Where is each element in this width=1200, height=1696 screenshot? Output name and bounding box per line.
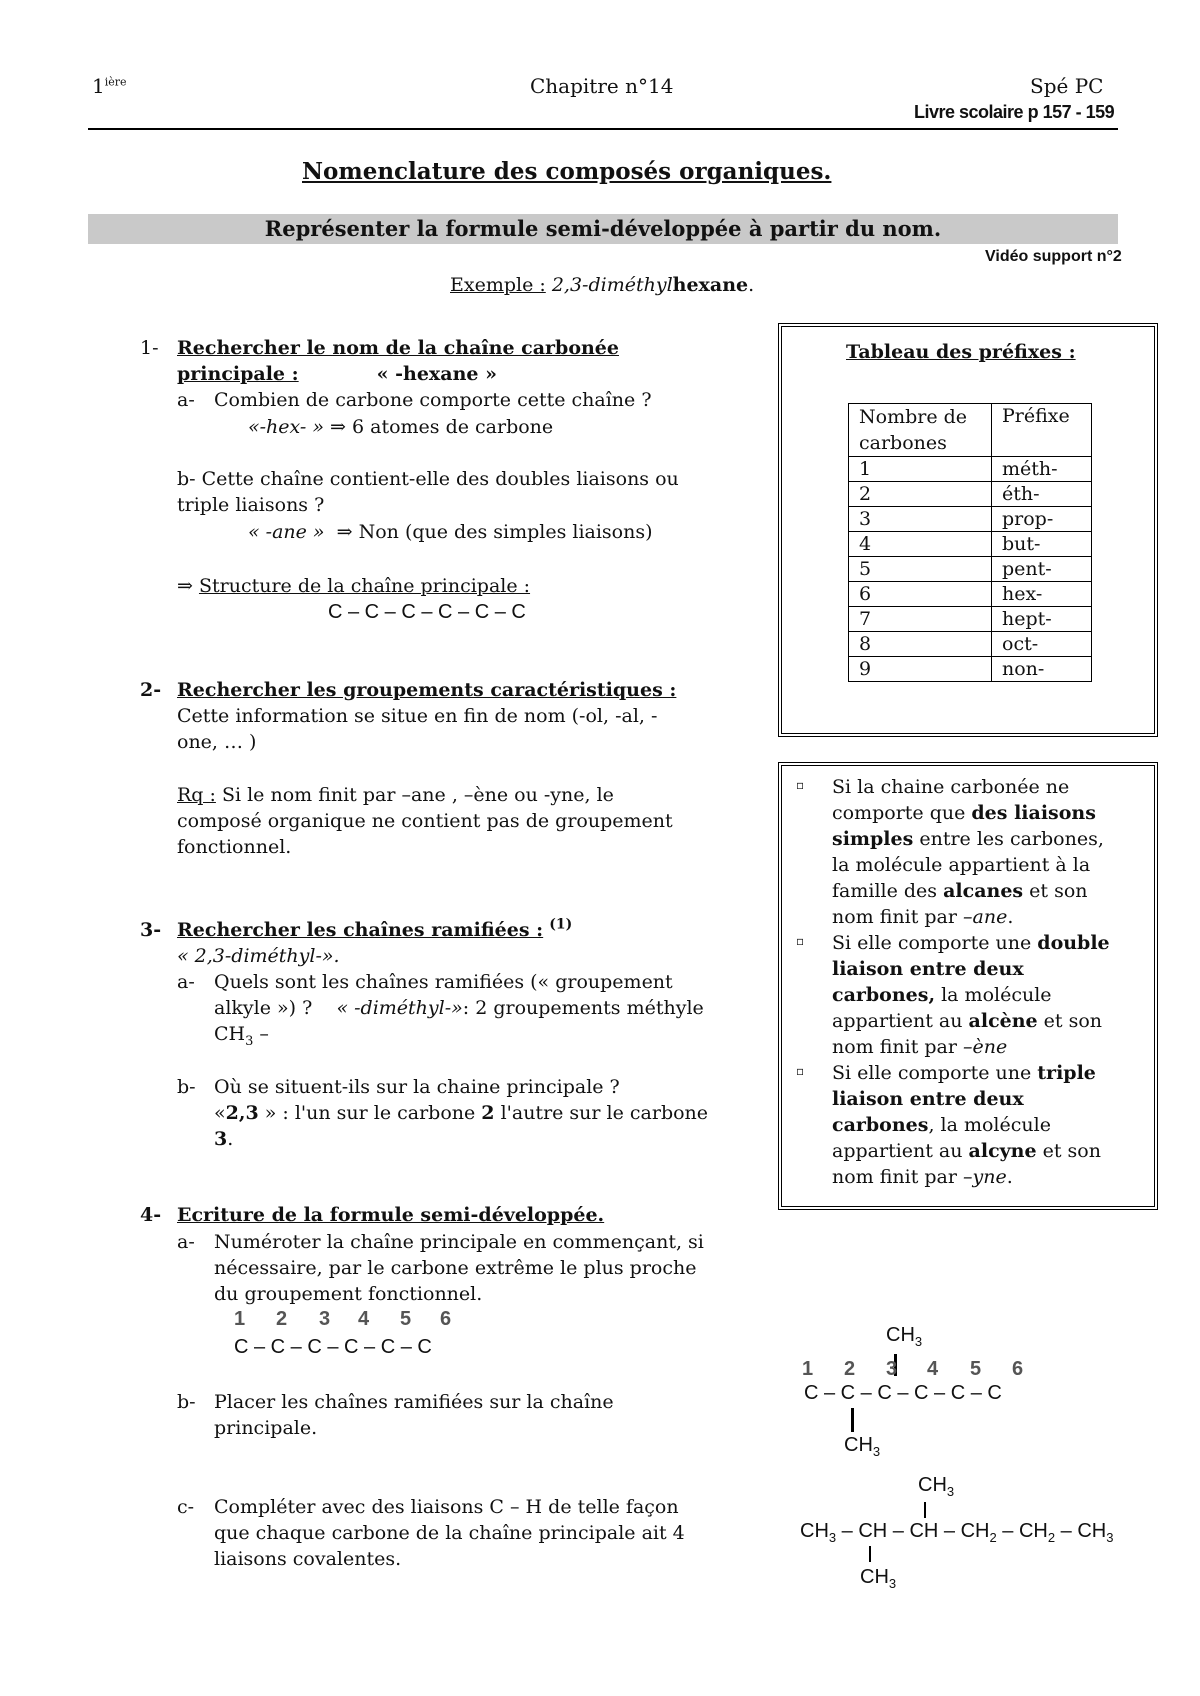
section-1-title: Rechercher le nom de la chaîne carbonée [177,337,619,359]
s1-a-label: a- [177,389,195,411]
implies-arrow: ⇒ [177,575,193,597]
book-reference: Livre scolaire p 157 - 159 [914,102,1115,122]
cell-count: 7 [849,607,992,632]
cell-prefix: pent- [992,557,1092,582]
table-row [849,657,1092,682]
diagram1-top-methyl [886,1324,922,1347]
s3-b-line3 [214,1126,233,1152]
header-carbons-line1: Nombre de [859,406,968,428]
table-row [849,457,1092,482]
bullet-icon: ▫ [796,778,805,792]
carbon-number: 4 [927,1358,939,1380]
alkyne-text-5: nom finit par [832,1166,964,1188]
diagram2-bottom-ch: CH [860,1566,889,1588]
cell-count: 6 [849,582,992,607]
carbon-number: 3 [886,1358,898,1380]
cell-count: 2 [849,482,992,507]
diagram1-bottom-ch: CH [844,1434,873,1456]
alkene-text-4: et son [1037,1010,1103,1032]
s3-b-carbon2: 2 [481,1102,495,1124]
d2-sub: 2 [1047,1530,1056,1545]
s1-a-answer [248,414,553,440]
s4-c-line3: liaisons covalentes. [214,1548,402,1570]
example-name-end: . [748,274,755,296]
table-row [849,532,1092,557]
s4-a-line3: du groupement fonctionnel. [214,1283,483,1305]
alkene-text: Si elle comporte une [832,932,1038,954]
diagram2-bottom-sub: 3 [888,1576,897,1591]
cell-count: 1 [849,457,992,482]
family-alkyne-line1 [832,1060,1096,1086]
family-alkane-line5 [832,878,1088,904]
section-1-title-line2 [177,361,497,387]
remark-text: Si le nom finit par –ane , –ène ou -yne, le [221,784,614,806]
s4-chain: C – C – C – C – C – C [234,1336,432,1358]
cell-prefix: prop- [992,507,1092,532]
table-row [849,607,1092,632]
header-carbons-line2: carbones [859,432,947,454]
s3-a-label: a- [177,971,195,993]
cell-prefix: non- [992,657,1092,682]
d2-sub: 3 [828,1530,837,1545]
s4-a-line2: nécessaire, par le carbone extrême le plus proche [214,1257,697,1279]
structure-label-text: Structure de la chaîne principale : [198,575,531,597]
cell-prefix: hex- [992,582,1092,607]
s4-b-line1: Placer les chaînes ramifiées sur la chaîne [214,1391,614,1413]
alkyne-text: Si elle comporte une [832,1062,1038,1084]
alkyne-bond-type: triple [1037,1062,1096,1084]
alkyne-family: alcyne [968,1140,1037,1162]
bullet-icon: ▫ [796,934,805,948]
s3-a-line3 [214,1021,269,1047]
carbon-number: 1 [802,1358,814,1380]
alkane-end: . [1007,906,1014,928]
carbon-number: 6 [1012,1358,1024,1380]
alkane-text: comporte que [832,802,972,824]
section-2-title: Rechercher les groupements caractéristiques : [177,679,677,701]
video-support-label: Vidéo support n°2 [985,248,1122,265]
s3-a-answer: : 2 groupements méthyle [462,997,704,1019]
family-alkene-line3 [832,982,1052,1008]
alkyne-bond-type-2: carbones [832,1114,929,1136]
s3-b-open-quote: « [214,1102,226,1124]
cell-count: 4 [849,532,992,557]
carbon-number: 5 [970,1358,982,1380]
bullet-icon: ▫ [796,1064,805,1078]
alkane-family: alcanes [943,880,1024,902]
methyl-formula: CH [214,1023,246,1045]
diagram1-top-sub: 3 [914,1334,923,1349]
methyl-bond: – [253,1023,269,1045]
cell-count: 9 [849,657,992,682]
cell-prefix: hept- [992,607,1092,632]
alkene-family: alcène [968,1010,1038,1032]
cell-count: 3 [849,507,992,532]
table-row [849,507,1092,532]
diagram1-main-chain: C – C – C – C – C – C [804,1382,1002,1404]
diagram2-top-sub: 3 [946,1484,955,1499]
alkene-text-5: nom finit par [832,1036,964,1058]
s4-a-line1: Numéroter la chaîne principale en commençant, si [214,1231,704,1253]
diagram2-bottom-bond [869,1546,871,1562]
diagram1-bottom-sub: 3 [872,1444,881,1459]
carbon-number: 5 [400,1308,412,1330]
alkane-text-3: famille des [832,880,944,902]
table-header-row [849,404,1092,457]
diagram1-bottom-methyl [844,1434,880,1457]
page-title: Nomenclature des composés organiques. [302,158,832,185]
alkyne-end: . [1006,1166,1013,1188]
cell-prefix: méth- [992,457,1092,482]
s3-b-period: . [227,1128,234,1150]
alkene-text-2: la molécule [935,984,1052,1006]
family-alkene-line1 [832,930,1110,956]
s3-quote: « 2,3-diméthyl-». [177,945,340,967]
family-alkyne-line4 [832,1138,1101,1164]
section-4-title: Ecriture de la formule semi-développée. [177,1204,605,1226]
s4-a-label: a- [177,1231,195,1253]
s4-c-line1: Compléter avec des liaisons C – H de telle façon [214,1496,679,1518]
cell-count: 5 [849,557,992,582]
section-1-title-part2: principale : [177,363,299,385]
alkene-suffix: –ène [963,1036,1008,1058]
cell-prefix: éth- [992,482,1092,507]
s3-b-text1: » : l'un sur le carbone [258,1102,482,1124]
section-4-number: 4- [140,1204,162,1226]
s3-b-line2 [214,1100,708,1126]
example-line [450,272,754,298]
s2-line1: Cette information se situe en fin de nom (-ol, -al, - [177,705,658,727]
carbon-number: 2 [844,1358,856,1380]
family-alkene-line4 [832,1008,1102,1034]
carbon-number: 4 [358,1308,370,1330]
diagram1-bottom-bond [851,1408,854,1432]
s3-a-key: « -diméthyl-» [336,997,463,1019]
d2-sub: 2 [989,1530,997,1545]
class-level: $1^{ière}$ [92,74,127,98]
alkane-suffix: –ane [963,906,1008,928]
main-chain-structure: C – C – C – C – C – C [328,601,526,623]
s3-b-label: b- [177,1076,196,1098]
branched-chain-diagram [790,1318,1050,1458]
diagram2-bottom-methyl [860,1566,896,1589]
footnote-ref: (1) [549,916,573,933]
s2-line2: one, … ) [177,731,257,753]
s4-c-label: c- [177,1496,195,1518]
alkene-bond-type: double [1037,932,1110,954]
s2-remark-line1 [177,782,614,808]
carbon-number: 2 [276,1308,288,1330]
d2-segment: – CH [1055,1520,1107,1542]
family-alkyne-line5 [832,1164,1013,1190]
carbon-number: 6 [440,1308,452,1330]
cell-prefix: but- [992,532,1092,557]
family-alkane-line2 [832,800,1096,826]
alkane-bond-type-2: simples [832,828,914,850]
header-cell-carbons [849,404,992,457]
methyl-subscript: 3 [245,1033,254,1049]
family-alkyne-line2: liaison entre deux [832,1088,1024,1110]
s4-b-line2: principale. [214,1417,318,1439]
family-alkane-line6 [832,904,1013,930]
cell-prefix: oct- [992,632,1092,657]
d2-ch3-left: CH [800,1520,829,1542]
hydrocarbon-families-box [778,762,1158,1210]
section-3-number: 3- [140,919,162,941]
section-banner [88,214,1118,244]
s3-a-line2 [214,995,704,1021]
header-cell-prefix: Préfixe [992,404,1092,457]
alkane-text-2: entre les carbones, [913,828,1104,850]
d2-sub: 3 [1106,1530,1114,1545]
table-row [849,482,1092,507]
example-label: Exemple : [450,274,546,296]
s2-remark-line3: fonctionnel. [177,836,292,858]
s3-a-line2-start: alkyle ») ? [214,997,313,1019]
d2-segment: – CH – CH – CH [836,1520,990,1542]
family-alkane-line4: la molécule appartient à la [832,854,1091,876]
s3-b-text2: l'autre sur le carbone [494,1102,709,1124]
s1-b-answer-text: ⇒ Non (que des simples liaisons) [336,521,653,543]
example-name-root: hexane [672,274,749,296]
banner-text: Représenter la formule semi-développée à partir du nom. [264,216,942,241]
family-alkene-line5 [832,1034,1007,1060]
prefix-table-box [778,323,1158,737]
prefix-table [848,403,1092,682]
subject-label: Spé PC [1030,74,1104,98]
table-row [849,632,1092,657]
s3-b-line1: Où se situent-ils sur la chaine principale ? [214,1076,620,1098]
chapter-label: Chapitre n°14 [530,74,674,98]
s1-b-question-line2: triple liaisons ? [177,494,325,516]
s3-b-positions: 2,3 [225,1102,259,1124]
section-3-title-line [177,917,572,943]
diagram2-top-ch: CH [918,1474,947,1496]
alkyne-text-2: , la molécule [928,1114,1051,1136]
cell-count: 8 [849,632,992,657]
remark-label: Rq : [177,784,216,806]
section-1-number: 1- [140,337,159,359]
diagram2-main-chain [800,1520,1113,1543]
section-3-title: Rechercher les chaînes ramifiées : [177,919,544,941]
s4-b-label: b- [177,1391,196,1413]
diagram2-top-bond [924,1502,926,1518]
s2-remark-line2: composé organique ne contient pas de groupement [177,810,673,832]
s1-b-answer-key: « -ane » [248,521,325,543]
alkyne-text-3: appartient au [832,1140,969,1162]
s1-b-answer [248,519,653,545]
s4-c-line2: que chaque carbone de la chaîne principale ait 4 [214,1522,685,1544]
s1-b-question-line1: b- Cette chaîne contient-elle des doubles liaisons ou [177,468,679,490]
section-2-number: 2- [140,679,162,701]
alkane-bond-type: des liaisons [971,802,1096,824]
alkane-text-5: nom finit par [832,906,964,928]
header-divider [88,128,1118,130]
diagram2-top-methyl [918,1474,954,1497]
s3-b-carbon3: 3 [214,1128,228,1150]
alkene-bond-type-2: carbones, [832,984,936,1006]
alkyne-suffix: –yne [963,1166,1007,1188]
main-chain-name: « -hexane » [376,363,497,385]
alkyne-text-4: et son [1036,1140,1101,1162]
diagram1-top-ch: CH [886,1324,915,1346]
family-alkane-line3 [832,826,1104,852]
alkene-text-3: appartient au [832,1010,969,1032]
s1-a-answer-key: «-hex- » [248,416,324,438]
structure-label [177,573,530,599]
s3-a-line1: Quels sont les chaînes ramifiées (« groupement [214,971,673,993]
carbon-number: 1 [234,1308,246,1330]
example-name-prefix: 2,3-diméthyl [551,274,673,296]
semi-developed-formula [790,1470,1150,1610]
table-row [849,582,1092,607]
family-alkene-line2: liaison entre deux [832,958,1024,980]
family-alkyne-line3 [832,1112,1051,1138]
s1-a-answer-text: ⇒ 6 atomes de carbone [330,416,554,438]
table-row [849,557,1092,582]
prefix-table-title: Tableau des préfixes : [846,341,1076,363]
carbon-number: 3 [319,1308,331,1330]
alkane-text-4: et son [1023,880,1088,902]
d2-segment: – CH [996,1520,1048,1542]
s1-a-question: Combien de carbone comporte cette chaîne ? [214,389,652,411]
family-alkane-line1: Si la chaine carbonée ne [832,776,1070,798]
